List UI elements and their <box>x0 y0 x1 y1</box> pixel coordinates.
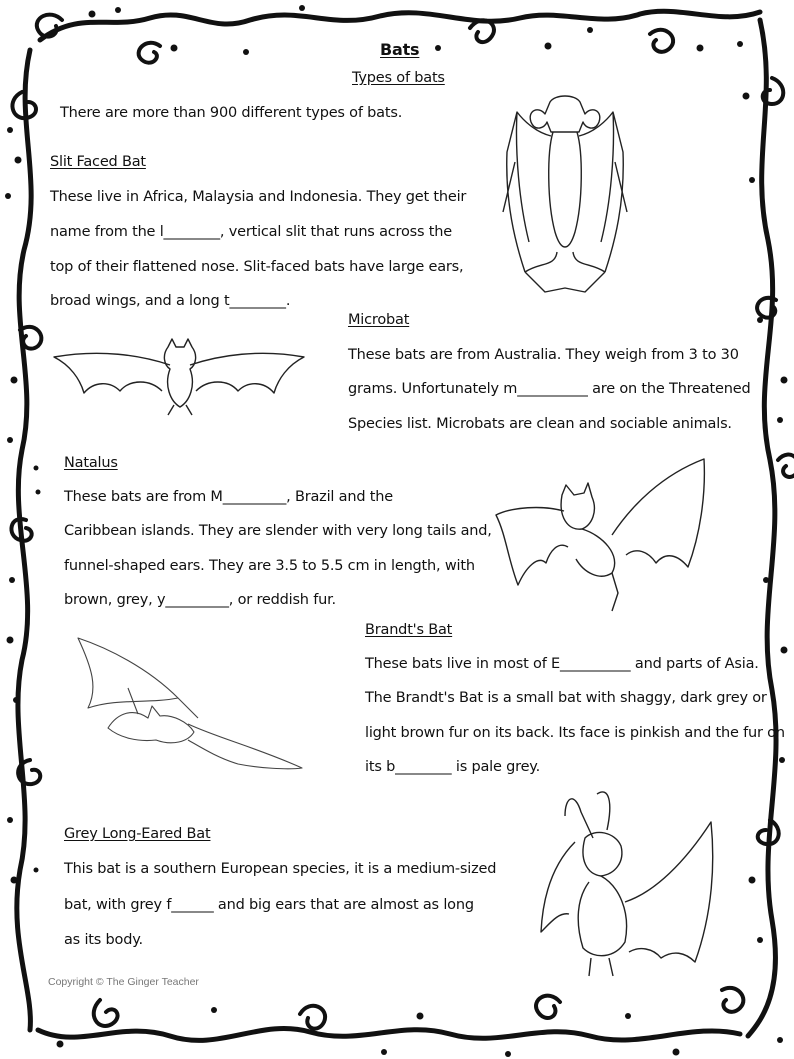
natalus-line: brown, grey, y_________, or reddish fur. <box>64 592 336 608</box>
microbat-line: grams. Unfortunately m__________ are on the Threatened <box>348 381 751 397</box>
natalus-line: funnel-shaped ears. They are 3.5 to 5.5 cm in length, with <box>64 558 475 574</box>
natalus-line: Caribbean islands. They are slender with very long tails and, <box>64 523 492 539</box>
brandts-bat-line: The Brandt's Bat is a small bat with shaggy, dark grey or <box>365 690 767 706</box>
grey-long-eared-bat-heading: Grey Long-Eared Bat <box>64 826 211 842</box>
brandts-bat-line: These bats live in most of E__________ and parts of Asia. <box>365 656 759 672</box>
natalus-line: These bats are from M_________, Brazil and the <box>64 489 393 505</box>
slit-faced-bat-line: broad wings, and a long t________. <box>50 293 291 309</box>
natalus-illustration <box>492 455 712 615</box>
slit-faced-bat-heading: Slit Faced Bat <box>50 154 146 170</box>
page-title: Bats <box>380 40 420 59</box>
intro-text: There are more than 900 different types of bats. <box>60 105 403 121</box>
microbat-illustration <box>50 335 308 420</box>
microbat-line: These bats are from Australia. They weigh from 3 to 30 <box>348 347 739 363</box>
slit-faced-bat-line: top of their flattened nose. Slit-faced bats have large ears, <box>50 259 464 275</box>
slit-faced-bat-line: These live in Africa, Malaysia and Indonesia. They get their <box>50 189 467 205</box>
grey-long-eared-bat-illustration <box>535 782 725 982</box>
grey-long-eared-bat-line: as its body. <box>64 932 143 948</box>
copyright-notice: Copyright © The Ginger Teacher <box>48 976 199 988</box>
slit-faced-bat-illustration <box>495 92 635 302</box>
microbat-heading: Microbat <box>348 312 410 328</box>
brandts-bat-line: its b________ is pale grey. <box>365 759 541 775</box>
grey-long-eared-bat-line: This bat is a southern European species, it is a medium-sized <box>64 861 497 877</box>
microbat-line: Species list. Microbats are clean and sociable animals. <box>348 416 732 432</box>
natalus-heading: Natalus <box>64 455 118 471</box>
slit-faced-bat-line: name from the l________, vertical slit that runs across the <box>50 224 452 240</box>
page-subtitle: Types of bats <box>352 70 445 86</box>
grey-long-eared-bat-line: bat, with grey f______ and big ears that are almost as long <box>64 897 474 913</box>
brandts-bat-illustration <box>68 628 308 778</box>
brandts-bat-heading: Brandt's Bat <box>365 622 453 638</box>
brandts-bat-line: light brown fur on its back. Its face is pinkish and the fur on <box>365 725 785 741</box>
